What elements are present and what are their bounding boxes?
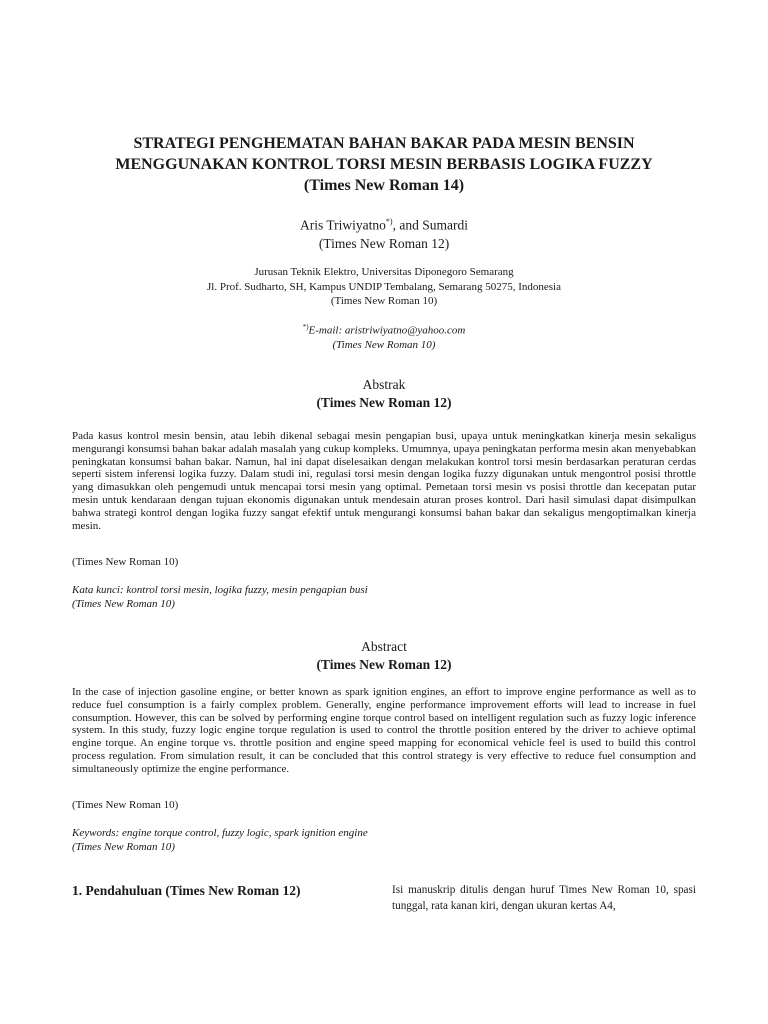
affiliation-line-1: Jurusan Teknik Elektro, Universitas Diponegoro Semarang — [254, 266, 514, 278]
section-1-text: Isi manuskrip ditulis dengan huruf Times New Roman 10, spasi tunggal, rata kanan kiri, dengan ukuran kertas A4, — [392, 884, 696, 912]
title-font-note: (Times New Roman 14) — [303, 177, 465, 194]
author-name-rest: , and Sumardi — [392, 217, 468, 233]
abstract-keywords: Keywords: engine torque control, fuzzy logic, spark ignition engine — [72, 827, 368, 839]
abstrak-title: Abstrak — [362, 377, 406, 392]
author-names — [40, 213, 728, 235]
abstract-title: Abstract — [361, 639, 407, 654]
abstract-font-note: (Times New Roman 12) — [316, 657, 452, 672]
affiliation-line-2: Jl. Prof. Sudharto, SH, Kampus UNDIP Tembalang, Semarang 50275, Indonesia — [207, 280, 561, 293]
abstract-body-font-note: (Times New Roman 10) — [72, 799, 179, 811]
email-text: E-mail: aristriwiyatno@yahoo.com — [308, 324, 466, 337]
affiliation-font-note: (Times New Roman 10) — [330, 295, 438, 307]
email-line — [40, 320, 728, 338]
author-name-1: Aris Triwiyatno — [300, 217, 386, 233]
author-font-note: (Times New Roman 12) — [318, 235, 450, 251]
email-block — [40, 320, 728, 353]
abstrak-font-note: (Times New Roman 12) — [316, 395, 452, 410]
email-mark: *) — [302, 323, 309, 331]
abstract-heading — [40, 638, 728, 674]
abstrak-heading — [40, 376, 728, 412]
abstrak-body: Pada kasus kontrol mesin bensin, atau lebih dikenal sebagai mesin pengapian busi, upaya untuk meningkatkan kinerja mesin sekaligus mengurangi konsumsi bahan bakar adalah masalah yang cukup kompleks. Umumnya, upaya peningkatan performa mesin akan menyebabkan peningkatan konsumsi bahan bakar. Namun, hal ini dapat diselesaikan dengan melakukan kontrol torsi mesin berdasarkan peraturan cerdas seperti sistem inferensi logika fuzzy. Dalam studi ini, regulasi torsi mesin dengan logika fuzzy digunakan untuk mengontrol posisi throttle yang dimasukkan oleh pengemudi untuk mencapai torsi mesin yang optimal. Pemetaan torsi mesin vs posisi throttle dan kecepatan putar mesin untuk kendaraan dengan tujuan ekonomis digunakan untuk mendesain aturan proses kontrol. Dari hasil simulasi dapat disimpulkan bahwa strategi kontrol dengan logika fuzzy sangat efektif untuk mengurangi konsumsi bahan bakar dan sekaligus mengoptimalkan kinerja mesin. — [72, 430, 696, 532]
abstrak-body-font-note: (Times New Roman 10) — [72, 556, 179, 568]
abstrak-keywords: Kata kunci: kontrol torsi mesin, logika fuzzy, mesin pengapian busi — [72, 584, 368, 596]
author-block — [40, 213, 728, 253]
section-1-heading: 1. Pendahuluan (Times New Roman 12) — [72, 883, 301, 898]
abstract-body: In the case of injection gasoline engine, or better known as spark ignition engines, an effort to improve engine performance as well as to reduce fuel consumption is a fairly complex problem. Generally, engine performance improvement efforts will lead to increase in fuel consumption. However, this can be solved by performing engine torque control based on intelligent regulation such as fuzzy logic inference system. In this study, fuzzy logic engine torque regulation is used to control the throttle position entered by the driver to achieve optimal engine torque. An engine torque vs. throttle position and engine speed mapping for economical vehicle feel is used to build this control process regulation. From simulation result, it can be concluded that this control strategy is very effective to reduce fuel consumption and simultaneously optimize the engine performance. — [72, 686, 696, 775]
affiliation-block — [40, 265, 728, 309]
abstract-keywords-font-note: (Times New Roman 10) — [72, 841, 175, 853]
abstrak-keywords-font-note: (Times New Roman 10) — [72, 598, 175, 610]
title-line-2: MENGGUNAKAN KONTROL TORSI MESIN BERBASIS LOGIKA FUZZY — [115, 156, 653, 173]
title-line-1: STRATEGI PENGHEMATAN BAHAN BAKAR PADA MESIN BENSIN — [133, 135, 635, 152]
author-mark: *) — [385, 217, 393, 226]
email-font-note: (Times New Roman 10) — [332, 339, 436, 352]
paper-title — [40, 133, 728, 196]
